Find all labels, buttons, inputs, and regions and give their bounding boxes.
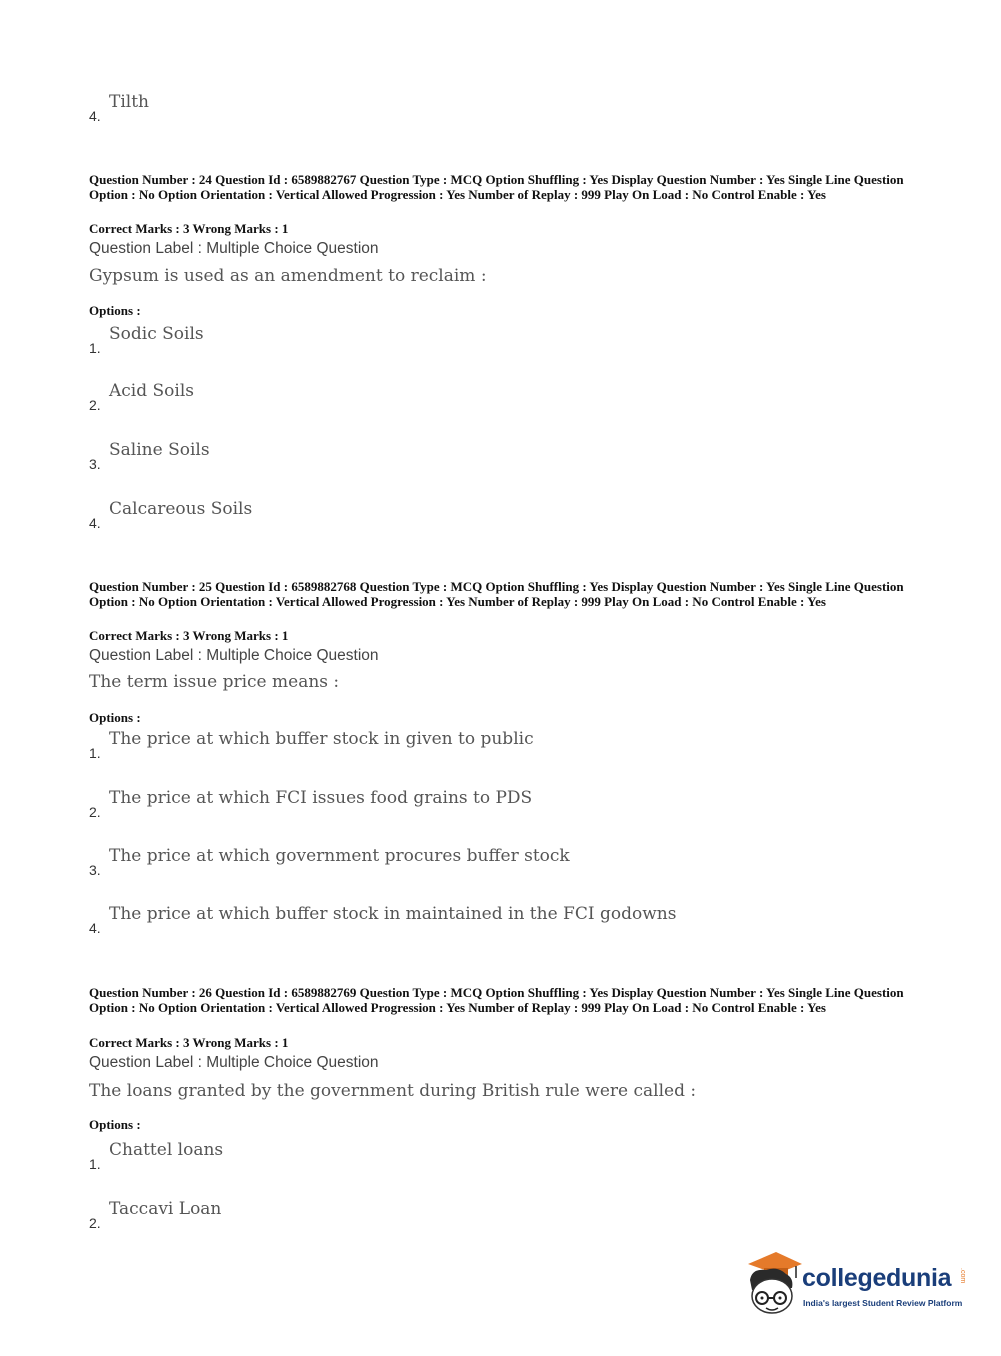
option-number: 4. [89,108,101,124]
logo-tagline: India's largest Student Review Platform [803,1298,963,1308]
option-number: 2. [89,397,101,413]
option-text: The price at which FCI issues food grains to PDS [109,788,533,808]
question-26-text: The loans granted by the government during British rule were called : [89,1081,697,1101]
option-text: The price at which buffer stock in maintained in the FCI godowns [109,904,677,924]
question-24-text: Gypsum is used as an amendment to reclaim : [89,266,487,286]
option-text: Tilth [109,92,149,112]
option-number: 4. [89,920,101,936]
question-24-option-3 [88,440,948,480]
question-26-meta: Question Number : 26 Question Id : 6589882769 Question Type : MCQ Option Shuffling : Yes Display Question Number : Yes Single Line Question Option : No Option Orientation : Vertical Allowed Progression : Yes Number of Replay : 999 Play On Load : No Control Enable : Yes [89,985,904,1015]
question-25-option-1 [88,729,948,769]
question-24-option-1 [88,324,948,364]
option-text: The price at which government procures buffer stock [109,846,570,866]
option-number: 3. [89,456,101,472]
question-25-label: Question Label : Multiple Choice Question [89,647,379,664]
option-text: Taccavi Loan [109,1199,222,1219]
option-text: Saline Soils [109,440,210,460]
option-text: The price at which buffer stock in given to public [109,729,534,749]
option-text: Sodic Soils [109,324,204,344]
option-text: Chattel loans [109,1140,224,1160]
question-24-option-4 [88,499,948,539]
question-25-meta: Question Number : 25 Question Id : 6589882768 Question Type : MCQ Option Shuffling : Yes Display Question Number : Yes Single Line Question Option : No Option Orientation : Vertical Allowed Progression : Yes Number of Replay : 999 Play On Load : No Control Enable : Yes [89,579,904,609]
logo-dotcom-text: .com [959,1268,966,1284]
collegedunia-logo [742,1250,972,1320]
question-24-options-heading: Options : [89,303,141,318]
question-26-marks: Correct Marks : 3 Wrong Marks : 1 [89,1035,289,1050]
question-24-option-2 [88,381,948,421]
question-25-marks: Correct Marks : 3 Wrong Marks : 1 [89,628,289,643]
question-25-options-heading: Options : [89,710,141,725]
option-number: 2. [89,1215,101,1231]
option-text: Acid Soils [109,381,194,401]
question-26-label: Question Label : Multiple Choice Question [89,1054,379,1071]
question-26-options-heading: Options : [89,1117,141,1132]
option-number: 2. [89,804,101,820]
option-number: 3. [89,862,101,878]
option-number: 1. [89,1156,101,1172]
mascot-icon [742,1250,804,1320]
option-number: 1. [89,340,101,356]
question-24-meta: Question Number : 24 Question Id : 6589882767 Question Type : MCQ Option Shuffling : Yes Display Question Number : Yes Single Line Question Option : No Option Orientation : Vertical Allowed Progression : Yes Number of Replay : 999 Play On Load : No Control Enable : Yes [89,172,904,202]
question-25-option-2 [88,788,948,828]
question-25-text: The term issue price means : [89,672,340,692]
question-24-label: Question Label : Multiple Choice Question [89,240,379,257]
question-26-option-2 [88,1199,948,1239]
option-tilth [88,92,948,132]
option-number: 1. [89,745,101,761]
question-26-option-1 [88,1140,948,1180]
option-number: 4. [89,515,101,531]
question-25-option-4 [88,904,948,944]
question-24-marks: Correct Marks : 3 Wrong Marks : 1 [89,221,289,236]
question-25-option-3 [88,846,948,886]
logo-brand-text: collegedunia [802,1264,952,1292]
option-text: Calcareous Soils [109,499,253,519]
